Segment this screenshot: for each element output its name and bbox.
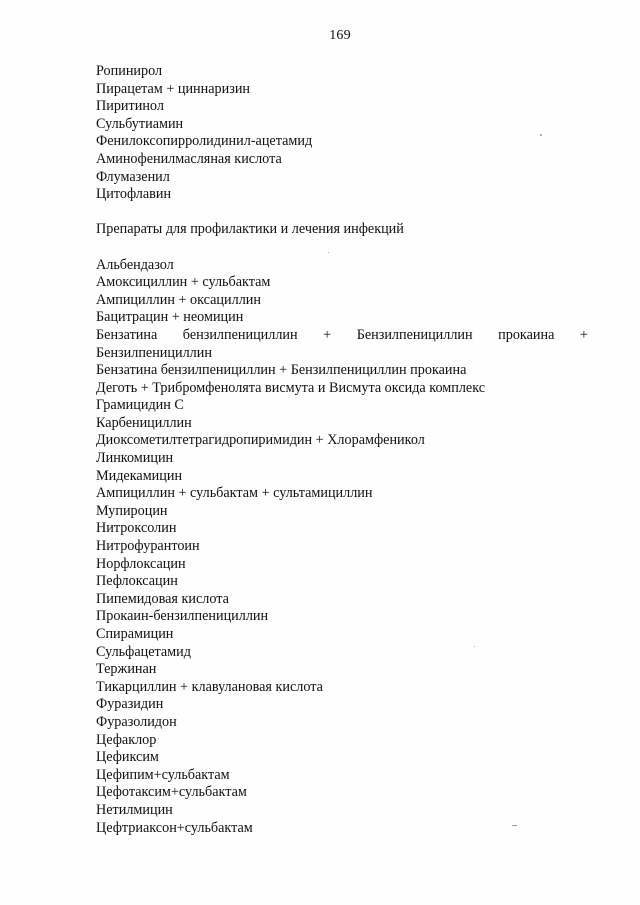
drug-list	[96, 63, 588, 837]
list-item: Цефотаксим+сульбактам	[96, 784, 247, 801]
list-item: Ампициллин + сульбактам + сультамициллин	[96, 485, 373, 502]
list-item: Нетилмицин	[96, 801, 173, 818]
list-item: Амоксициллин + сульбактам	[96, 274, 271, 291]
list-item: Пирацетам + циннаризин	[96, 80, 251, 97]
scan-speck	[512, 825, 517, 826]
scan-speck	[474, 646, 475, 647]
list-item: Ропинирол	[96, 63, 163, 79]
justified-list-item	[96, 327, 588, 345]
list-item: Цитофлавин	[96, 186, 172, 203]
page-number: 169	[329, 28, 351, 43]
list-item: Сульбутиамин	[96, 115, 184, 132]
section-heading: Препараты для профилактики и лечения инфекций	[96, 221, 404, 238]
list-item: Бензилпенициллин	[96, 344, 212, 361]
list-item: Мидекамицин	[96, 467, 183, 484]
word: Бензатина	[96, 326, 158, 343]
list-item: Нитрофурантоин	[96, 538, 200, 555]
list-item: Прокаин-бензилпенициллин	[96, 608, 269, 625]
list-item: Пиритинол	[96, 98, 164, 115]
list-item: Деготь + Трибромфенолята висмута и Висмута оксида комплекс	[96, 379, 486, 396]
list-item: Фуразолидон	[96, 713, 177, 730]
list-item: Бацитрацин + неомицин	[96, 309, 244, 326]
word: +	[579, 326, 588, 343]
list-item: Тикарциллин + клавулановая кислота	[96, 678, 323, 695]
list-item: Тержинан	[96, 661, 157, 678]
spacer	[96, 239, 588, 257]
spacer	[96, 204, 588, 222]
list-item: Сульфацетамид	[96, 643, 191, 660]
list-item: Пипемидовая кислота	[96, 590, 229, 607]
word: Бензилпенициллин	[356, 326, 473, 343]
list-item: Альбендазол	[96, 256, 174, 273]
list-item: Норфлоксацин	[96, 555, 186, 572]
list-item: Флумазенил	[96, 168, 170, 185]
list-item: Карбенициллин	[96, 414, 192, 431]
word: бензилпенициллин	[182, 326, 298, 343]
list-item: Спирамицин	[96, 626, 174, 642]
scan-speck	[158, 738, 159, 739]
list-item: Фенилоксопирролидинил-ацетамид	[96, 133, 313, 150]
list-item: Фуразидин	[96, 696, 164, 713]
list-item: Мупироцин	[96, 502, 168, 519]
list-item: Нитроксолин	[96, 520, 177, 537]
word: +	[323, 326, 332, 343]
list-item: Линкомицин	[96, 450, 174, 467]
list-item: Цефипим+сульбактам	[96, 766, 230, 783]
list-item: Цефаклор	[96, 731, 157, 748]
scan-speck	[328, 252, 329, 253]
scan-speck	[540, 134, 542, 136]
list-item: Цефтриаксон+сульбактам	[96, 819, 253, 836]
list-item: Цефиксим	[96, 749, 159, 766]
word: прокаина	[498, 326, 555, 343]
list-item: Ампициллин + оксациллин	[96, 291, 261, 308]
list-item: Пефлоксацин	[96, 573, 178, 590]
list-item: Бензатина бензилпенициллин + Бензилпенициллин прокаина	[96, 362, 467, 379]
list-item: Аминофенилмасляная кислота	[96, 150, 282, 167]
list-item: Грамицидин С	[96, 397, 184, 414]
list-item: Диоксометилтетрагидропиримидин + Хлорамфеникол	[96, 432, 425, 449]
